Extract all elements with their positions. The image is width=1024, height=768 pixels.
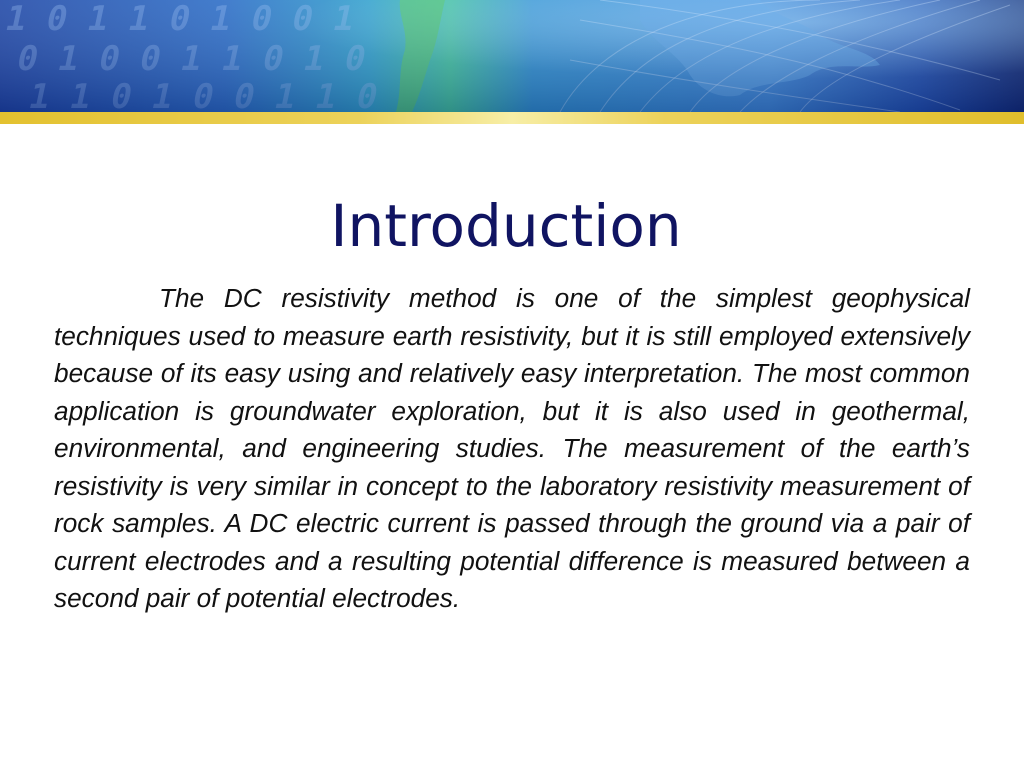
header-banner	[0, 0, 1024, 124]
globe-banner-image	[0, 0, 1024, 124]
body-paragraph: The DC resistivity method is one of the simplest geophysical techniques used to measure earth resistivity, but it is still employed extensively because of its easy using and relatively easy interpretation. The most common application is groundwater exploration, but it is also used in geothermal, environmental, and engineering studies. The measurement of the earth’s resistivity is very similar in concept to the laboratory resistivity measurement of rock samples. A DC electric current is passed through the ground via a pair of current electrodes and a resulting potential difference is measured between a second pair of potential electrodes.	[54, 283, 970, 613]
gold-stripe	[0, 112, 1024, 124]
slide-title: Introduction	[330, 192, 682, 260]
